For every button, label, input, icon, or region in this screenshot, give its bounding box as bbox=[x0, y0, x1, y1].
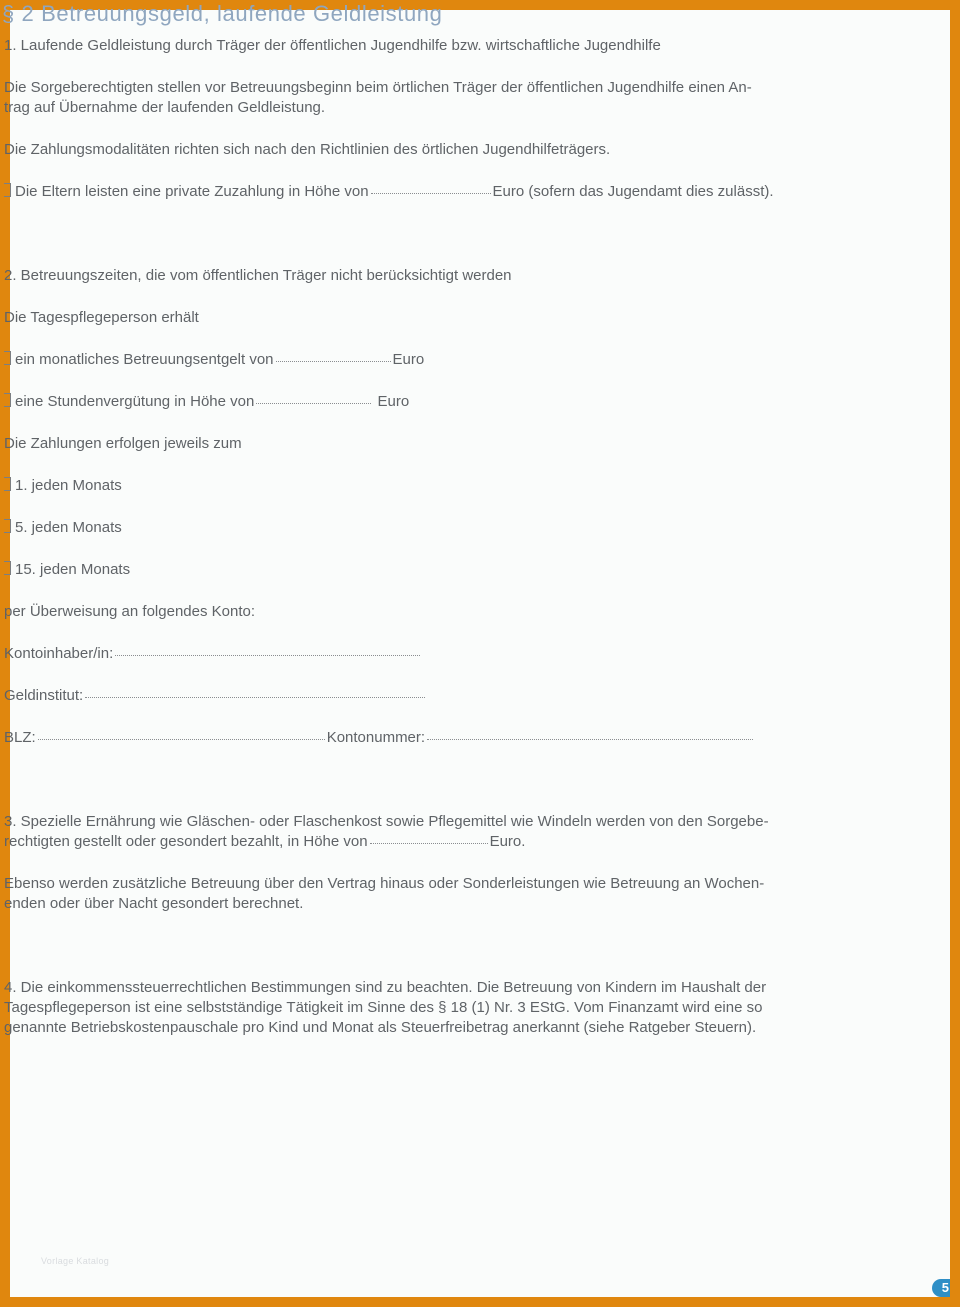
account-holder-row bbox=[4, 644, 422, 664]
paragraph-8-line-1: 3. Spezielle Ernährung wie Gläschen- oder Flaschenkost sowie Pflegemittel wie Windeln werden von den Sorgebe- bbox=[4, 813, 769, 830]
checkbox-monthly-fee[interactable] bbox=[4, 351, 11, 365]
footer-text: Vorlage Katalog bbox=[41, 1256, 110, 1266]
blz-field[interactable] bbox=[38, 738, 325, 740]
paragraph-6: Die Zahlungen erfolgen jeweils zum bbox=[4, 435, 242, 452]
paragraph-1: 1. Laufende Geldleistung durch Träger der öffentlichen Jugendhilfe bzw. wirtschaftliche Jugendhilfe bbox=[4, 37, 661, 54]
section-title: § 2 Betreuungsgeld, laufende Geldleistung bbox=[2, 1, 443, 26]
paragraph-7: per Überweisung an folgendes Konto: bbox=[4, 603, 256, 620]
option-monthly-fee bbox=[4, 350, 424, 370]
bank-label: Geldinstitut: bbox=[4, 687, 84, 704]
checkbox-hourly-rate[interactable] bbox=[4, 393, 11, 407]
paragraph-5: Die Tagespflegeperson erhält bbox=[4, 309, 199, 326]
option-day-15 bbox=[4, 560, 130, 580]
paragraph-3: Die Zahlungsmodalitäten richten sich nach den Richtlinien des örtlichen Jugendhilfeträgers. bbox=[4, 141, 611, 158]
option-private-payment-suffix: Euro (sofern das Jugendamt dies zulässt). bbox=[492, 183, 774, 200]
option-monthly-fee-label: ein monatliches Betreuungsentgelt von bbox=[15, 351, 274, 368]
option-day-1 bbox=[4, 476, 122, 496]
document-page bbox=[2, 1, 950, 1297]
hourly-rate-amount-field[interactable] bbox=[256, 402, 371, 404]
blz-account-row bbox=[4, 728, 755, 748]
option-private-payment-label: Die Eltern leisten eine private Zuzahlung in Höhe von bbox=[15, 183, 369, 200]
paragraph-2-line-1: Die Sorgeberechtigten stellen vor Betreuungsbeginn beim örtlichen Träger der öffentlichen Jugendhilfe einen An- bbox=[4, 79, 752, 96]
account-number-label: Kontonummer: bbox=[326, 729, 426, 746]
paragraph-8-line-2-text: rechtigten gestellt oder gesondert bezahlt, in Höhe von bbox=[4, 833, 368, 850]
checkbox-private-payment[interactable] bbox=[4, 183, 11, 197]
option-day-1-label: 1. jeden Monats bbox=[15, 477, 122, 494]
option-day-5-label: 5. jeden Monats bbox=[15, 519, 122, 536]
paragraph-9-line-2: enden oder über Nacht gesondert berechnet. bbox=[4, 895, 304, 912]
page-number-badge: 5 bbox=[932, 1279, 950, 1297]
option-day-15-label: 15. jeden Monats bbox=[15, 561, 131, 578]
paragraph-2-line-2: trag auf Übernahme der laufenden Geldleistung. bbox=[4, 99, 326, 116]
paragraph-10-line-3: genannte Betriebskostenpauschale pro Kind und Monat als Steuerfreibetrag anerkannt (siehe Ratgeber Steuern). bbox=[4, 1019, 757, 1036]
blz-label: BLZ: bbox=[4, 729, 36, 746]
paragraph-8-line-2-suffix: Euro. bbox=[489, 833, 526, 850]
bank-field[interactable] bbox=[85, 696, 425, 698]
bank-row bbox=[4, 686, 427, 706]
care-supplies-amount-field[interactable] bbox=[370, 842, 488, 844]
account-holder-label: Kontoinhaber/in: bbox=[4, 645, 114, 662]
option-hourly-rate bbox=[4, 392, 409, 412]
account-holder-field[interactable] bbox=[115, 654, 420, 656]
option-monthly-fee-suffix: Euro bbox=[392, 351, 425, 368]
paragraph-10-line-1: 4. Die einkommenssteuerrechtlichen Bestimmungen sind zu beachten. Die Betreuung von Kindern im Haushalt der bbox=[4, 979, 767, 996]
paragraph-4: 2. Betreuungszeiten, die vom öffentlichen Träger nicht berücksichtigt werden bbox=[4, 267, 512, 284]
option-day-5 bbox=[4, 518, 122, 538]
private-payment-amount-field[interactable] bbox=[371, 192, 491, 194]
option-hourly-rate-suffix: Euro bbox=[377, 393, 410, 410]
checkbox-day-5[interactable] bbox=[4, 519, 11, 533]
checkbox-day-15[interactable] bbox=[4, 561, 11, 575]
document-content bbox=[2, 1, 950, 1297]
account-number-field[interactable] bbox=[427, 738, 753, 740]
paragraph-10-line-2: Tagespflegeperson ist eine selbstständige Tätigkeit im Sinne des § 18 (1) Nr. 3 EStG. Vom Finanzamt wird eine so bbox=[4, 999, 763, 1016]
checkbox-day-1[interactable] bbox=[4, 477, 11, 491]
option-hourly-rate-label: eine Stundenvergütung in Höhe von bbox=[15, 393, 255, 410]
paragraph-9-line-1: Ebenso werden zusätzliche Betreuung über den Vertrag hinaus oder Sonderleistungen wie Betreuung an Wochen- bbox=[4, 875, 765, 892]
monthly-fee-amount-field[interactable] bbox=[276, 360, 391, 362]
option-private-payment bbox=[4, 182, 774, 202]
paragraph-8-line-2 bbox=[4, 832, 525, 852]
